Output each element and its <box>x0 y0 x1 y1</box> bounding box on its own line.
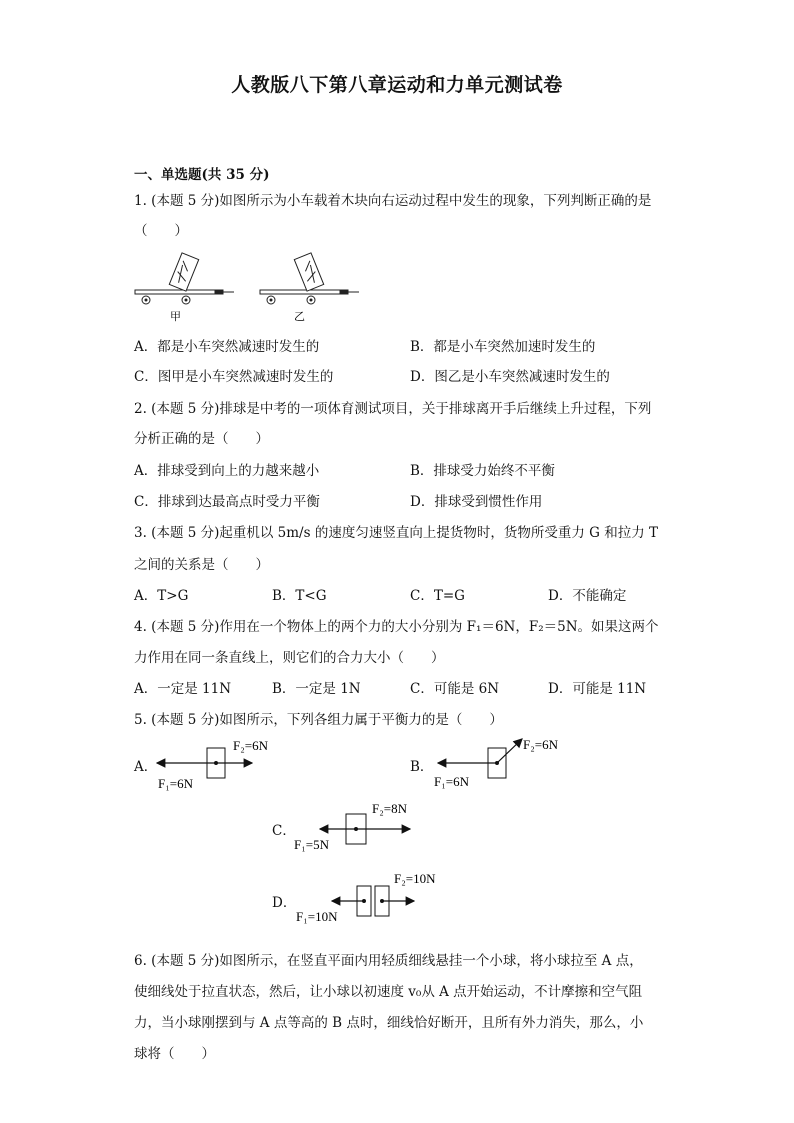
q3-option-d[interactable]: D．不能确定 <box>548 588 627 604</box>
q4-option-d[interactable]: D．可能是 11N <box>548 681 647 697</box>
q5-option-a[interactable]: A． <box>134 759 158 775</box>
q5-option-d[interactable]: D． <box>272 895 297 911</box>
force-label-f2: F₂=8N <box>372 801 407 816</box>
q1-cart-figure <box>128 250 368 328</box>
q6-stem-line3: 力，当小球刚摆到与 A 点等高的 B 点时，细线恰好断开，且所有外力消失，那么，小 <box>134 1015 644 1031</box>
cart-jia <box>135 253 234 304</box>
q5-force-figure-a <box>150 735 290 795</box>
force-label-f1: F₁=10N <box>296 909 338 924</box>
q2-stem-line1: 2. (本题 5 分)排球是中考的一项体育测试项目，关于排球离开手后继续上升过程，下列 <box>134 401 652 417</box>
force-label-f1: F₁=5N <box>294 837 329 852</box>
q2-option-c[interactable]: C．排球到达最高点时受力平衡 <box>134 494 320 510</box>
q5-option-c[interactable]: C． <box>272 823 296 839</box>
q4-option-b[interactable]: B．一定是 1N <box>272 681 361 697</box>
q2-option-b[interactable]: B．排球受力始终不平衡 <box>410 463 555 479</box>
force-label-f1: F₁=6N <box>434 774 469 789</box>
q1-stem-line1: 1. (本题 5 分)如图所示为小车载着木块向右运动过程中发生的现象，下列判断正确的是 <box>134 193 652 209</box>
section-heading: 一、单选题(共 35 分) <box>134 167 270 183</box>
document-title: 人教版八下第八章运动和力单元测试卷 <box>231 74 563 96</box>
q5-force-figure-c <box>290 797 440 859</box>
q4-stem-line1: 4. (本题 5 分)作用在一个物体上的两个力的大小分别为 F₁＝6N，F₂＝5N。如果这两个 <box>134 619 659 635</box>
force-label-f2: F₂=6N <box>233 738 268 753</box>
q6-stem-line4: 球将（ ） <box>134 1046 215 1062</box>
q5-force-figure-b <box>426 733 576 795</box>
q2-stem-line2: 分析正确的是（ ） <box>134 431 269 447</box>
q1-stem-line2: （ ） <box>134 223 188 239</box>
q3-stem-line2: 之间的关系是（ ） <box>134 557 269 573</box>
q3-stem-line1: 3. (本题 5 分)起重机以 5m/s 的速度匀速竖直向上提货物时，货物所受重力 G 和拉力 T <box>134 525 658 541</box>
force-label-f2: F₂=6N <box>523 737 558 752</box>
q1-option-b[interactable]: B．都是小车突然加速时发生的 <box>410 339 596 355</box>
cart-caption-yi: 乙 <box>294 311 305 323</box>
q1-option-a[interactable]: A．都是小车突然减速时发生的 <box>134 339 320 355</box>
q3-option-c[interactable]: C．T=G <box>410 588 465 604</box>
cart-caption-jia: 甲 <box>170 311 181 323</box>
q2-option-a[interactable]: A．排球受到向上的力越来越小 <box>134 463 320 479</box>
force-label-f1: F₁=6N <box>158 776 193 791</box>
q3-option-b[interactable]: B．T<G <box>272 588 327 604</box>
cart-yi <box>260 253 359 304</box>
q4-stem-line2: 力作用在同一条直线上，则它们的合力大小（ ） <box>134 650 445 666</box>
q1-option-d[interactable]: D．图乙是小车突然减速时发生的 <box>410 369 610 385</box>
q1-option-c[interactable]: C．图甲是小车突然减速时发生的 <box>134 369 334 385</box>
q5-option-b[interactable]: B． <box>410 759 434 775</box>
q4-option-c[interactable]: C．可能是 6N <box>410 681 500 697</box>
q6-stem-line2: 使细线处于拉直状态，然后，让小球以初速度 v₀从 A 点开始运动，不计摩擦和空气阻 <box>134 984 643 1000</box>
q3-option-a[interactable]: A．T>G <box>134 588 189 604</box>
q6-stem-line1: 6. (本题 5 分)如图所示，在竖直平面内用轻质细线悬挂一个小球，将小球拉至 A 点， <box>134 953 643 969</box>
q4-option-a[interactable]: A．一定是 11N <box>134 681 232 697</box>
q5-stem-line1: 5. (本题 5 分)如图所示，下列各组力属于平衡力的是（ ） <box>134 712 503 728</box>
q5-force-figure-d <box>290 868 460 930</box>
q2-option-d[interactable]: D．排球受到惯性作用 <box>410 494 543 510</box>
force-label-f2: F₂=10N <box>394 871 436 886</box>
